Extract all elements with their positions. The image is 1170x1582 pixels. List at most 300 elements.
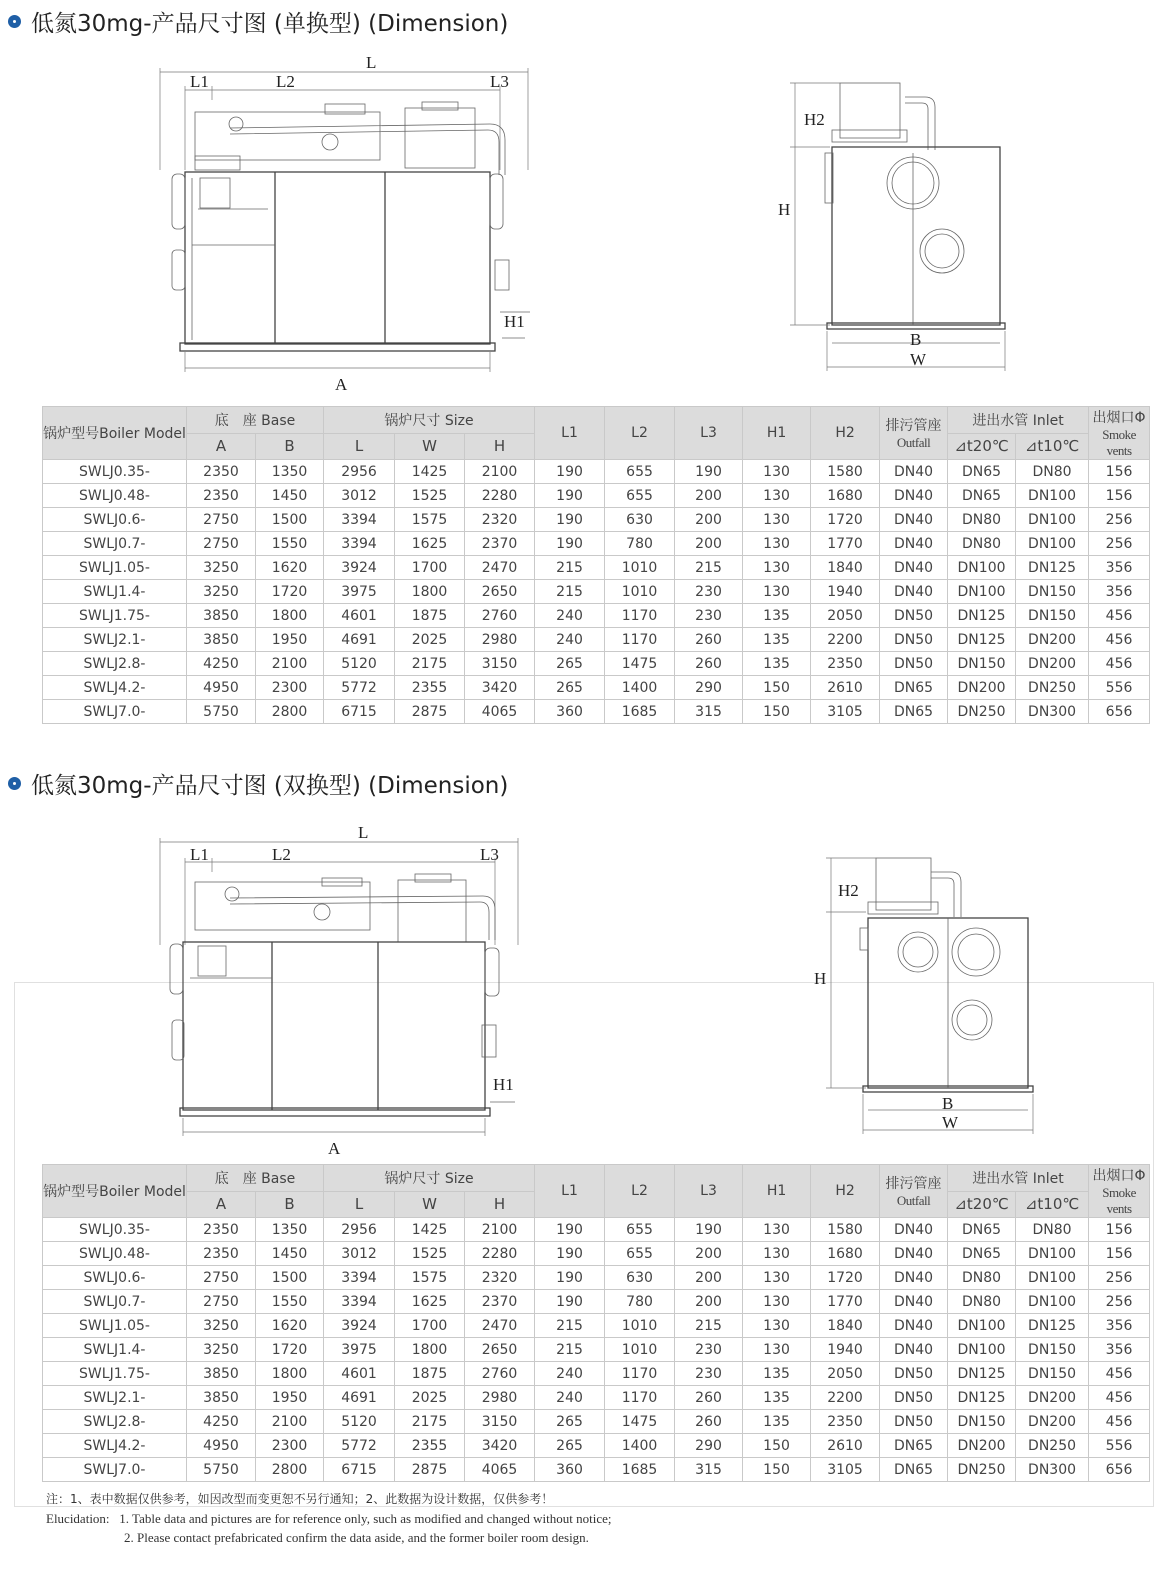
table-cell: 3250	[187, 556, 256, 580]
table-cell: 230	[675, 604, 743, 628]
table-cell: 1680	[811, 1242, 880, 1266]
table-cell: DN100	[1016, 532, 1089, 556]
dim-label-W: W	[910, 350, 927, 369]
table-cell: 4065	[465, 700, 535, 724]
table-cell: 630	[605, 508, 675, 532]
model-cell: SWLJ0.35-	[43, 1218, 187, 1242]
table-cell: 2175	[395, 652, 465, 676]
col-t10-header: ⊿t10℃	[1016, 433, 1089, 460]
dim-label-L: L	[358, 823, 369, 842]
table-cell: 1575	[395, 1266, 465, 1290]
col-L3-header: L3	[675, 407, 743, 460]
table-cell: DN150	[1016, 604, 1089, 628]
table-cell: 256	[1089, 1290, 1150, 1314]
table-cell: 256	[1089, 1266, 1150, 1290]
table-cell: 4601	[324, 1362, 395, 1386]
table-cell: 135	[743, 1362, 811, 1386]
table-cell: 290	[675, 676, 743, 700]
table-cell: DN40	[880, 532, 948, 556]
table-cell: 190	[535, 1242, 605, 1266]
table-cell: 655	[605, 1242, 675, 1266]
table-row	[43, 1242, 1150, 1266]
table-cell: DN65	[948, 1218, 1016, 1242]
table-cell: DN250	[948, 700, 1016, 724]
col-model-header: 锅炉型号Boiler Model	[43, 407, 187, 460]
table-row	[43, 1458, 1150, 1482]
table-cell: 2100	[256, 652, 324, 676]
table-cell: 3250	[187, 580, 256, 604]
col-base-header: 底 座 Base	[187, 407, 324, 434]
table-cell: 135	[743, 1410, 811, 1434]
table-cell: 3394	[324, 1290, 395, 1314]
table-cell: DN50	[880, 652, 948, 676]
table-cell: 1875	[395, 1362, 465, 1386]
table-cell: 200	[675, 532, 743, 556]
table-cell: 1170	[605, 604, 675, 628]
table-cell: 1685	[605, 1458, 675, 1482]
section-1-title: 低氮30mg-产品尺寸图 (单换型) (Dimension)	[31, 10, 509, 37]
col-inlet-header: 进出水管 Inlet	[948, 1165, 1089, 1192]
table-cell: 156	[1089, 460, 1150, 484]
table-cell: 260	[675, 1410, 743, 1434]
table-cell: 200	[675, 484, 743, 508]
table-cell: DN40	[880, 1266, 948, 1290]
table-cell: 1400	[605, 1434, 675, 1458]
table-cell: 356	[1089, 556, 1150, 580]
table-cell: 5772	[324, 1434, 395, 1458]
col-L2-header: L2	[605, 1165, 675, 1218]
table-cell: 2200	[811, 628, 880, 652]
table-cell: DN300	[1016, 1458, 1089, 1482]
table-cell: 2470	[465, 1314, 535, 1338]
table-cell: DN250	[1016, 676, 1089, 700]
table-cell: 215	[535, 1338, 605, 1362]
table-cell: 4950	[187, 676, 256, 700]
table-cell: 1525	[395, 484, 465, 508]
table-cell: 260	[675, 652, 743, 676]
table-cell: 1400	[605, 676, 675, 700]
table-row	[43, 1386, 1150, 1410]
table-cell: 2280	[465, 484, 535, 508]
table-cell: 1010	[605, 1314, 675, 1338]
table-cell: DN100	[1016, 1290, 1089, 1314]
table-cell: DN200	[948, 1434, 1016, 1458]
table-cell: 215	[675, 556, 743, 580]
table-cell: 1450	[256, 484, 324, 508]
table-cell: 2350	[187, 484, 256, 508]
col-outfall-header	[880, 1165, 948, 1218]
table-cell: 200	[675, 508, 743, 532]
table-cell: 1170	[605, 1362, 675, 1386]
table-cell: 1700	[395, 556, 465, 580]
dim-label-L2: L2	[276, 72, 295, 91]
col-W-header: W	[395, 433, 465, 460]
table-cell: 2350	[811, 1410, 880, 1434]
table-cell: 1425	[395, 1218, 465, 1242]
table-cell: 2470	[465, 556, 535, 580]
note-en-1	[46, 1509, 611, 1528]
table-cell: 156	[1089, 1218, 1150, 1242]
dim-label-H2: H2	[804, 110, 825, 129]
table-cell: 1800	[395, 580, 465, 604]
table-cell: DN200	[1016, 652, 1089, 676]
table-cell: 2650	[465, 580, 535, 604]
table-cell: 215	[535, 580, 605, 604]
table-row	[43, 1290, 1150, 1314]
table-cell: DN65	[880, 1458, 948, 1482]
front-view-drawing-2	[150, 820, 540, 1165]
col-L2-header: L2	[605, 407, 675, 460]
table-cell: 1500	[256, 1266, 324, 1290]
table-cell: DN65	[948, 460, 1016, 484]
table-cell: 2875	[395, 1458, 465, 1482]
table-cell: 655	[605, 1218, 675, 1242]
table-cell: 200	[675, 1242, 743, 1266]
table-cell: 190	[535, 1218, 605, 1242]
table-cell: 1770	[811, 532, 880, 556]
outfall-en: Outfall	[896, 1193, 931, 1208]
table-cell: DN150	[1016, 1362, 1089, 1386]
col-outfall-header	[880, 407, 948, 460]
table-cell: 215	[675, 1314, 743, 1338]
table-cell: DN100	[948, 1314, 1016, 1338]
table-cell: 2100	[256, 1410, 324, 1434]
table-cell: 230	[675, 1362, 743, 1386]
note-cn: 注：1、表中数据仅供参考，如因改型而变更恕不另行通知；2、此数据为设计数据，仅供参考！	[46, 1492, 554, 1506]
table-cell: 1170	[605, 628, 675, 652]
table-cell: 3105	[811, 1458, 880, 1482]
table-cell: 2300	[256, 1434, 324, 1458]
table-cell: 190	[535, 1290, 605, 1314]
model-cell: SWLJ0.7-	[43, 1290, 187, 1314]
table-cell: 130	[743, 1242, 811, 1266]
table-cell: 260	[675, 1386, 743, 1410]
table-cell: 1525	[395, 1242, 465, 1266]
table-cell: 2956	[324, 1218, 395, 1242]
table-row	[43, 1218, 1150, 1242]
table-cell: 240	[535, 1386, 605, 1410]
table-cell: 3150	[465, 1410, 535, 1434]
smoke-cn: 出烟口Φ	[1092, 410, 1146, 426]
table-cell: DN65	[948, 484, 1016, 508]
col-H2-header: H2	[811, 1165, 880, 1218]
table-cell: 6715	[324, 700, 395, 724]
table-cell: DN100	[948, 556, 1016, 580]
table-cell: DN250	[948, 1458, 1016, 1482]
table-cell: 2800	[256, 1458, 324, 1482]
table-cell: 1350	[256, 1218, 324, 1242]
table-cell: 1720	[811, 508, 880, 532]
table-cell: 1800	[256, 604, 324, 628]
table-cell: 4250	[187, 652, 256, 676]
table-cell: 2956	[324, 460, 395, 484]
table-cell: 360	[535, 700, 605, 724]
table-cell: 1720	[256, 1338, 324, 1362]
col-L1-header: L1	[535, 407, 605, 460]
table-cell: DN50	[880, 628, 948, 652]
table-row	[43, 628, 1150, 652]
table-cell: DN40	[880, 484, 948, 508]
model-cell: SWLJ0.7-	[43, 532, 187, 556]
model-cell: SWLJ7.0-	[43, 1458, 187, 1482]
table-cell: 5120	[324, 652, 395, 676]
table-cell: 3975	[324, 1338, 395, 1362]
dim-label-L3: L3	[480, 845, 499, 864]
table-cell: 215	[535, 1314, 605, 1338]
col-t20-header: ⊿t20℃	[948, 433, 1016, 460]
outfall-cn: 排污管座	[885, 418, 942, 434]
table-cell: 2610	[811, 1434, 880, 1458]
table-cell: DN80	[1016, 1218, 1089, 1242]
table-cell: 135	[743, 628, 811, 652]
table-cell: 356	[1089, 580, 1150, 604]
model-cell: SWLJ4.2-	[43, 1434, 187, 1458]
table-cell: 150	[743, 1458, 811, 1482]
col-inlet-header: 进出水管 Inlet	[948, 407, 1089, 434]
table-row	[43, 1362, 1150, 1386]
table-cell: 130	[743, 1218, 811, 1242]
table-cell: 240	[535, 604, 605, 628]
table-cell: 1840	[811, 556, 880, 580]
table-cell: 1475	[605, 652, 675, 676]
table-cell: 3850	[187, 1386, 256, 1410]
table-cell: 2355	[395, 1434, 465, 1458]
spec-table-2	[42, 1164, 1150, 1482]
table-cell: 1625	[395, 532, 465, 556]
table-cell: 3850	[187, 1362, 256, 1386]
table-cell: DN150	[1016, 1338, 1089, 1362]
table-cell: DN50	[880, 1386, 948, 1410]
table-cell: 190	[535, 460, 605, 484]
table-cell: 190	[535, 1266, 605, 1290]
dim-label-A: A	[328, 1139, 341, 1158]
table-cell: 2300	[256, 676, 324, 700]
table-cell: DN125	[948, 628, 1016, 652]
table-cell: DN150	[948, 652, 1016, 676]
table-cell: DN40	[880, 556, 948, 580]
dim-label-A: A	[335, 375, 348, 394]
table-cell: DN80	[1016, 460, 1089, 484]
table-cell: 2350	[187, 460, 256, 484]
table-cell: DN125	[948, 1362, 1016, 1386]
table-cell: 1350	[256, 460, 324, 484]
dim-label-W: W	[942, 1113, 959, 1132]
table-cell: 265	[535, 1410, 605, 1434]
front-view-drawing-1	[150, 50, 540, 400]
table-body-1	[43, 460, 1150, 724]
table-cell: 265	[535, 652, 605, 676]
table-cell: 5750	[187, 1458, 256, 1482]
dim-label-H: H	[814, 969, 827, 988]
table-cell: 2280	[465, 1242, 535, 1266]
table-cell: 3394	[324, 532, 395, 556]
table-row	[43, 700, 1150, 724]
table-cell: 1450	[256, 1242, 324, 1266]
smoke-cn: 出烟口Φ	[1092, 1168, 1146, 1184]
table-cell: 3420	[465, 676, 535, 700]
table-cell: DN40	[880, 1314, 948, 1338]
table-cell: 1950	[256, 628, 324, 652]
table-cell: 1800	[256, 1362, 324, 1386]
table-row	[43, 580, 1150, 604]
table-cell: DN150	[1016, 580, 1089, 604]
table-cell: DN40	[880, 580, 948, 604]
table-cell: 556	[1089, 1434, 1150, 1458]
table-cell: 1680	[811, 484, 880, 508]
table-cell: 2750	[187, 1290, 256, 1314]
table-cell: 190	[675, 1218, 743, 1242]
col-H1-header: H1	[743, 1165, 811, 1218]
table-cell: DN125	[948, 1386, 1016, 1410]
footnotes	[46, 1490, 611, 1547]
model-cell: SWLJ0.48-	[43, 484, 187, 508]
table-cell: 135	[743, 1386, 811, 1410]
table-cell: 2100	[465, 460, 535, 484]
col-smoke-header	[1089, 407, 1150, 460]
table-cell: 2370	[465, 532, 535, 556]
col-H-header: H	[465, 433, 535, 460]
col-L-header: L	[324, 433, 395, 460]
table-cell: 1170	[605, 1386, 675, 1410]
table-cell: 150	[743, 700, 811, 724]
table-cell: DN250	[1016, 1434, 1089, 1458]
table-cell: 456	[1089, 1386, 1150, 1410]
col-smoke-header	[1089, 1165, 1150, 1218]
table-cell: DN300	[1016, 700, 1089, 724]
table-cell: 630	[605, 1266, 675, 1290]
table-cell: 190	[535, 508, 605, 532]
table-cell: DN40	[880, 1338, 948, 1362]
table-cell: 1685	[605, 700, 675, 724]
table-cell: 1580	[811, 1218, 880, 1242]
model-cell: SWLJ4.2-	[43, 676, 187, 700]
table-cell: DN50	[880, 1410, 948, 1434]
table-cell: 3924	[324, 1314, 395, 1338]
table-cell: 1475	[605, 1410, 675, 1434]
table-cell: 2980	[465, 628, 535, 652]
table-cell: 130	[743, 1290, 811, 1314]
table-cell: 2750	[187, 508, 256, 532]
table-cell: DN100	[1016, 484, 1089, 508]
table-cell: 4950	[187, 1434, 256, 1458]
col-W-header: W	[395, 1191, 465, 1218]
table-cell: 5120	[324, 1410, 395, 1434]
table-row	[43, 484, 1150, 508]
table-cell: 780	[605, 532, 675, 556]
table-cell: 1550	[256, 1290, 324, 1314]
table-cell: 130	[743, 1266, 811, 1290]
table-cell: 200	[675, 1290, 743, 1314]
table-cell: 360	[535, 1458, 605, 1482]
table-cell: 1575	[395, 508, 465, 532]
table-cell: 2320	[465, 1266, 535, 1290]
table-row	[43, 556, 1150, 580]
table-cell: 1425	[395, 460, 465, 484]
table-row	[43, 1266, 1150, 1290]
table-cell: 3850	[187, 604, 256, 628]
table-cell: DN100	[948, 580, 1016, 604]
table-cell: 456	[1089, 1410, 1150, 1434]
dim-label-H: H	[778, 200, 791, 219]
model-cell: SWLJ1.75-	[43, 1362, 187, 1386]
table-cell: 4250	[187, 1410, 256, 1434]
table-body-2	[43, 1218, 1150, 1482]
col-t20-header: ⊿t20℃	[948, 1191, 1016, 1218]
table-cell: 150	[743, 676, 811, 700]
table-cell: 356	[1089, 1338, 1150, 1362]
side-view-drawing-2	[806, 852, 1036, 1137]
table-cell: 2370	[465, 1290, 535, 1314]
table-cell: 456	[1089, 604, 1150, 628]
table-cell: DN50	[880, 1362, 948, 1386]
col-A-header: A	[187, 433, 256, 460]
table-cell: 135	[743, 652, 811, 676]
spec-table-1	[42, 406, 1150, 724]
table-cell: 3250	[187, 1314, 256, 1338]
table-cell: 2050	[811, 1362, 880, 1386]
table-cell: 150	[743, 1434, 811, 1458]
table-cell: 2760	[465, 604, 535, 628]
table-cell: 1010	[605, 1338, 675, 1362]
table-cell: 130	[743, 1314, 811, 1338]
table-cell: 1625	[395, 1290, 465, 1314]
table-cell: 1940	[811, 580, 880, 604]
table-cell: 656	[1089, 700, 1150, 724]
table-cell: 2350	[187, 1218, 256, 1242]
dim-label-B: B	[910, 330, 922, 349]
table-cell: 1800	[395, 1338, 465, 1362]
table-cell: 1500	[256, 508, 324, 532]
model-cell: SWLJ0.6-	[43, 1266, 187, 1290]
table-cell: 456	[1089, 628, 1150, 652]
table-cell: 5750	[187, 700, 256, 724]
table-cell: 3924	[324, 556, 395, 580]
dim-label-L2: L2	[272, 845, 291, 864]
table-cell: 2875	[395, 700, 465, 724]
table-row	[43, 508, 1150, 532]
model-cell: SWLJ1.05-	[43, 556, 187, 580]
note-en-2: 2. Please contact prefabricated confirm the data aside, and the former boiler room design.	[124, 1530, 589, 1545]
dim-label-L3: L3	[490, 72, 509, 91]
smoke-en: Smoke vents	[1102, 427, 1136, 458]
dim-label-H1: H1	[504, 312, 525, 331]
model-cell: SWLJ1.05-	[43, 1314, 187, 1338]
table-cell: 2025	[395, 1386, 465, 1410]
section-2-header	[8, 768, 508, 798]
table-cell: 3975	[324, 580, 395, 604]
table-cell: DN125	[1016, 556, 1089, 580]
section-2-title: 低氮30mg-产品尺寸图 (双换型) (Dimension)	[31, 772, 509, 799]
table-cell: DN150	[948, 1410, 1016, 1434]
table-cell: 290	[675, 1434, 743, 1458]
model-cell: SWLJ1.75-	[43, 604, 187, 628]
table-cell: DN40	[880, 1290, 948, 1314]
dim-label-L: L	[366, 53, 377, 72]
table-cell: 315	[675, 1458, 743, 1482]
table-cell: DN125	[948, 604, 1016, 628]
table-cell: DN100	[1016, 1242, 1089, 1266]
table-cell: DN100	[1016, 1266, 1089, 1290]
table-cell: 230	[675, 580, 743, 604]
table-cell: 5772	[324, 676, 395, 700]
table-cell: 3150	[465, 652, 535, 676]
model-cell: SWLJ0.48-	[43, 1242, 187, 1266]
table-cell: 240	[535, 628, 605, 652]
table-cell: 1840	[811, 1314, 880, 1338]
table-cell: 215	[535, 556, 605, 580]
table-cell: 190	[675, 460, 743, 484]
table-cell: 260	[675, 628, 743, 652]
